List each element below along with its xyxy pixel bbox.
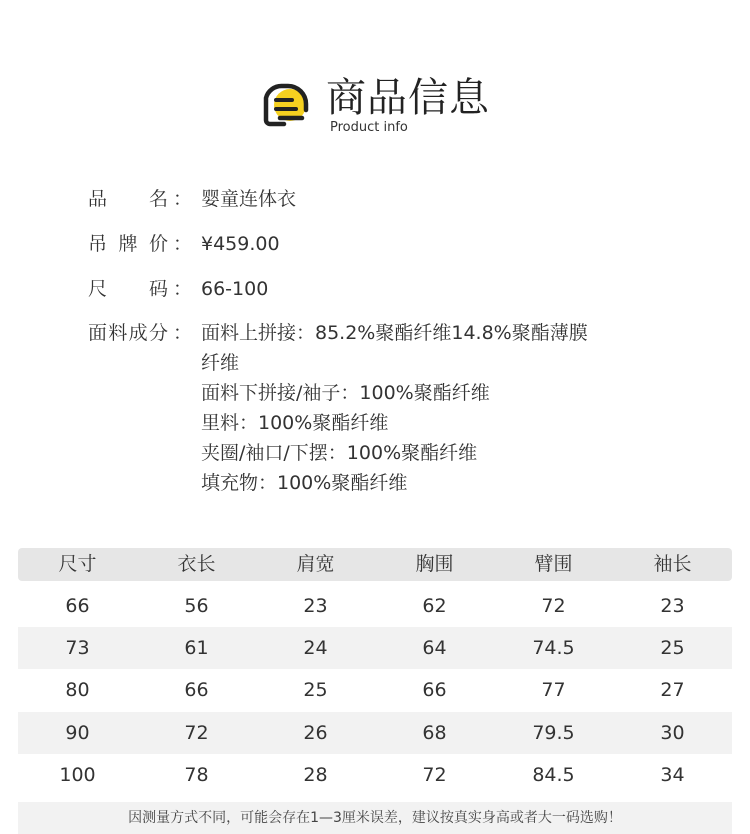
table-cell: 72 — [422, 764, 447, 786]
table-cell: 34 — [660, 764, 685, 786]
table-cell: 68 — [422, 722, 447, 744]
table-cell: 62 — [422, 595, 447, 617]
table-header-cell: 胸围 — [415, 553, 454, 575]
table-cell: 73 — [65, 637, 90, 659]
info-value-price: ¥459.00 — [201, 233, 280, 255]
table-cell: 90 — [65, 722, 90, 744]
table-cell: 77 — [541, 679, 566, 701]
table-header-cell: 衣长 — [177, 553, 216, 575]
table-cell: 74.5 — [532, 637, 575, 659]
section-header — [262, 72, 522, 142]
fabric-line: 里料：100%聚酯纤维 — [201, 412, 389, 434]
table-cell: 66 — [184, 679, 209, 701]
table-cell: 66 — [65, 595, 90, 617]
table-row — [18, 754, 732, 796]
info-label-size: 尺 码 — [88, 278, 168, 300]
table-header-row — [18, 548, 732, 581]
table-header-cell: 袖长 — [653, 553, 692, 575]
table-cell: 61 — [184, 637, 209, 659]
table-cell: 84.5 — [532, 764, 575, 786]
table-cell: 79.5 — [532, 722, 575, 744]
table-cell: 78 — [184, 764, 209, 786]
info-value-size: 66-100 — [201, 278, 269, 300]
table-cell: 66 — [422, 679, 447, 701]
table-row — [18, 669, 732, 711]
document-lines-icon — [262, 80, 314, 132]
table-cell: 28 — [303, 764, 328, 786]
table-cell: 72 — [541, 595, 566, 617]
table-cell: 23 — [303, 595, 328, 617]
table-cell: 26 — [303, 722, 328, 744]
info-label-price: 吊 牌 价 — [88, 233, 168, 255]
table-header-cell: 尺寸 — [58, 553, 97, 575]
info-label-fabric: 面 料 成 分 — [88, 322, 168, 344]
fabric-line: 面料下拼接/袖子：100%聚酯纤维 — [201, 382, 490, 404]
table-cell: 23 — [660, 595, 685, 617]
table-cell: 72 — [184, 722, 209, 744]
page-subtitle: Product info — [330, 120, 408, 135]
fabric-line: 夹圈/袖口/下摆：100%聚酯纤维 — [201, 442, 478, 464]
fabric-line: 面料上拼接：85.2%聚酯纤维14.8%聚酯薄膜 — [201, 322, 588, 344]
fabric-composition-list — [201, 318, 588, 498]
table-row — [18, 585, 732, 627]
info-colon: ： — [173, 188, 193, 210]
table-cell: 56 — [184, 595, 209, 617]
page-title: 商品信息 — [326, 75, 490, 121]
table-cell: 27 — [660, 679, 685, 701]
info-value-name: 婴童连体衣 — [201, 188, 297, 210]
table-cell: 25 — [303, 679, 328, 701]
table-cell: 25 — [660, 637, 685, 659]
measurement-note: 因测量方式不同，可能会存在1—3厘米误差，建议按真实身高或者大一码选购！ — [18, 802, 732, 834]
info-label-name: 品 名 — [88, 188, 168, 210]
fabric-line: 填充物：100%聚酯纤维 — [201, 472, 408, 494]
info-colon: ： — [173, 233, 193, 255]
table-header-cell: 臂围 — [534, 553, 573, 575]
table-cell: 80 — [65, 679, 90, 701]
table-cell: 30 — [660, 722, 685, 744]
table-cell: 24 — [303, 637, 328, 659]
fabric-line: 纤维 — [201, 352, 240, 374]
table-row — [18, 712, 732, 754]
info-colon: ： — [173, 322, 193, 344]
table-cell: 64 — [422, 637, 447, 659]
table-header-cell: 肩宽 — [296, 553, 335, 575]
info-colon: ： — [173, 278, 193, 300]
table-row — [18, 627, 732, 669]
table-cell: 100 — [59, 764, 96, 786]
